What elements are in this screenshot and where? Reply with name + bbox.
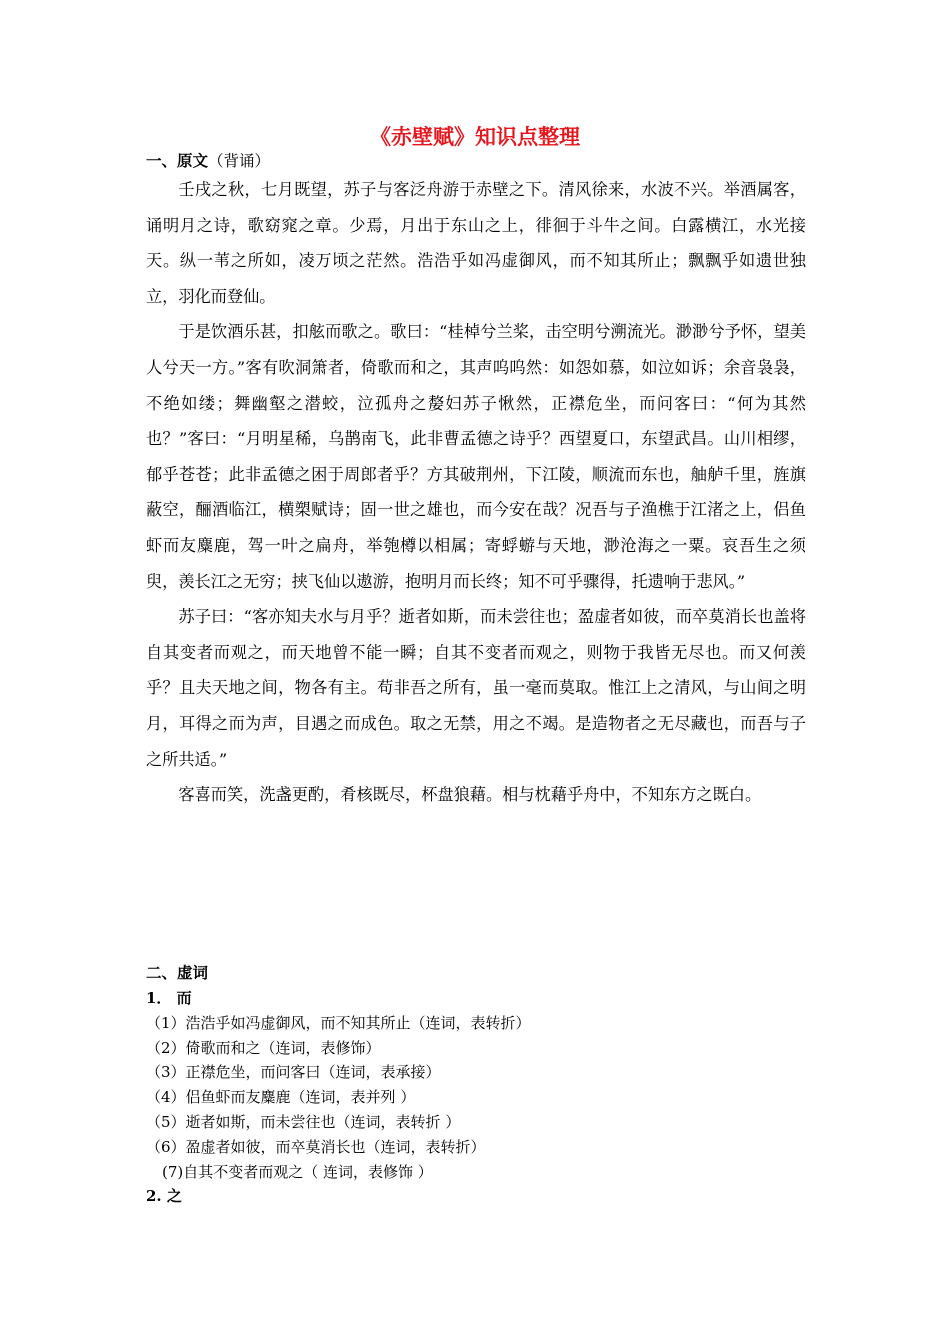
list-item: (7)自其不变者而观之（ 连词，表修饰 ）: [162, 1162, 433, 1181]
section-heading-original-text: [146, 150, 270, 172]
list-item: （5）逝者如斯，而未尝往也（连词，表转折 ）: [146, 1112, 461, 1131]
function-words-list: [146, 986, 826, 1209]
subheading-er: 1． 而: [146, 989, 192, 1007]
list-item: （6）盈虚者如彼，而卒莫消长也（连词，表转折）: [146, 1137, 486, 1156]
document-title: 《赤壁赋》知识点整理: [370, 124, 580, 149]
section-heading-label: 一、原文: [146, 151, 209, 170]
list-item: （4）侣鱼虾而友麋鹿（连词，表并列 ）: [146, 1088, 416, 1107]
paragraph-2: 于是饮酒乐甚，扣舷而歌之。歌曰：“桂棹兮兰桨，击空明兮溯流光。渺渺兮予怀，望美人兮天一方。”客有吹洞箫者，倚歌而和之，其声呜呜然：如怨如慕，如泣如诉；余音袅袅，不绝如缕；舞幽壑之潜蛟，泣孤舟之嫠妇苏子愀然，正襟危坐，而问客曰：“何为其然也？”客曰：“月明星稀，乌鹊南飞，此非曹孟德之诗乎？西望夏口，东望武昌。山川相缪，郁乎苍苍；此非孟德之困于周郎者乎？方其破荆州，下江陵，顺流而东也，舳舻千里，旌旗蔽空，酾酒临江，横槊赋诗；固一世之雄也，而今安在哉？况吾与子渔樵于江渚之上，侣鱼虾而友麋鹿，驾一叶之扁舟，举匏樽以相属；寄蜉蝣与天地，渺沧海之一粟。哀吾生之须臾，羡长江之无穷；挟飞仙以遨游，抱明月而长终；知不可乎骤得，托遗响于悲风。”: [146, 322, 806, 591]
original-text-body: [146, 172, 806, 813]
section-heading-note: （背诵）: [208, 152, 271, 170]
list-item: （1）浩浩乎如冯虚御风，而不知其所止（连词，表转折）: [146, 1013, 531, 1032]
list-item: （3）正襟危坐，而问客曰（连词，表承接）: [146, 1063, 441, 1082]
section-heading-function-words: 二、虚词: [146, 963, 209, 982]
paragraph-3: 苏子曰：“客亦知夫水与月乎？逝者如斯，而未尝往也；盈虚者如彼，而卒莫消长也盖将自其变者而观之，而天地曾不能一瞬；自其不变者而观之，则物于我皆无尽也。而又何羡乎？且夫天地之间，物各有主。苟非吾之所有，虽一毫而莫取。惟江上之清风，与山间之明月，耳得之而为声，目遇之而成色。取之无禁，用之不竭。是造物者之无尽藏也，而吾与子之所共适。”: [146, 607, 806, 769]
paragraph-1: 壬戌之秋，七月既望，苏子与客泛舟游于赤壁之下。清风徐来，水波不兴。举酒属客，诵明月之诗，歌窈窕之章。少焉，月出于东山之上，徘徊于斗牛之间。白露横江，水光接天。纵一苇之所如，凌万顷之茫然。浩浩乎如冯虚御风，而不知其所止；飘飘乎如遗世独立，羽化而登仙。: [146, 180, 806, 306]
subheading-zhi: 2. 之: [146, 1187, 182, 1206]
list-item: （2）倚歌而和之（连词，表修饰）: [146, 1038, 381, 1057]
paragraph-4: 客喜而笑，洗盏更酌，肴核既尽，杯盘狼藉。相与枕藉乎舟中，不知东方之既白。: [178, 785, 762, 805]
